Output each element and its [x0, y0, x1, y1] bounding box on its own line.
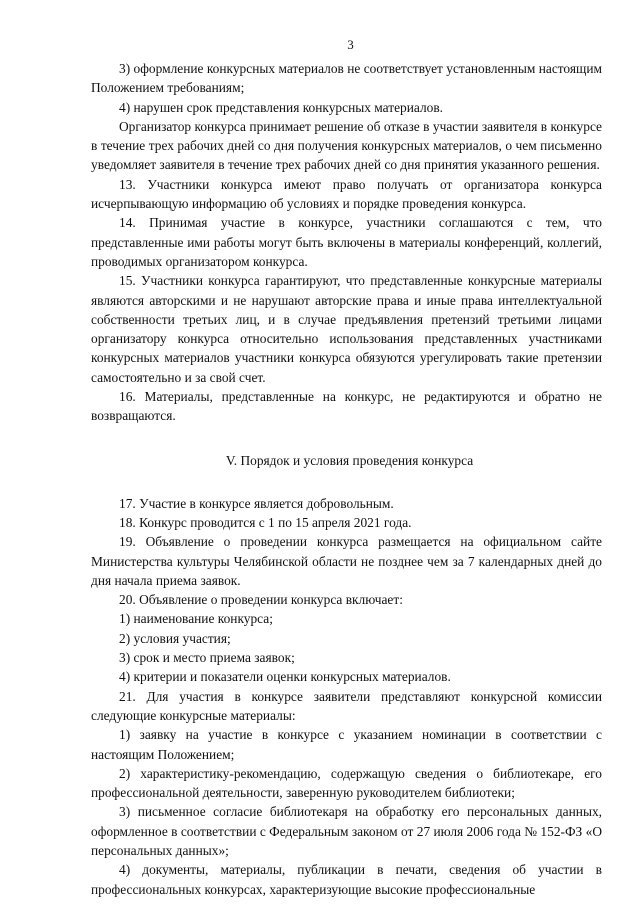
list-item: 1) наименование конкурса;: [119, 611, 273, 627]
list-item: 3) письменное согласие библиотекаря на обработку его персональных данных, оформленное в соответствии с Федеральным законом от 27 июля 2006 года № 152-ФЗ «О персональных данных»;: [91, 804, 602, 858]
paragraph: 15. Участники конкурса гарантируют, что представленные конкурсные материалы являются авторскими и не нарушают авторские права и иные права интеллектуальной собственности третьих лиц, и в случае предъявления претензий третьими лицами организатору конкурса относительно использования представленных участниками конкурсных материалов участники конкурса обязуются урегулировать такие претензии самостоятельно и за свой счет.: [91, 273, 602, 385]
list-item: 4) документы, материалы, публикации в печати, сведения об участии в профессиональных конкурсах, характеризующие высокие профессиональные: [91, 862, 602, 897]
page-number: 3: [347, 37, 354, 52]
list-item: 4) критерии и показатели оценки конкурсных материалов.: [119, 669, 451, 685]
paragraph: 18. Конкурс проводится с 1 по 15 апреля 2021 года.: [119, 514, 412, 530]
paragraph: 21. Для участия в конкурсе заявители представляют конкурсной комиссии следующие конкурсные материалы:: [91, 688, 602, 723]
paragraph: 20. Объявление о проведении конкурса включает:: [119, 592, 403, 608]
paragraph: 3) оформление конкурсных материалов не соответствует установленным настоящим Положением требованиям;: [91, 61, 602, 96]
section-heading: V. Порядок и условия проведения конкурса: [225, 452, 474, 468]
paragraph: 13. Участники конкурса имеют право получать от организатора конкурса исчерпывающую информацию об условиях и порядке проведения конкурса.: [91, 176, 602, 212]
paragraph: 16. Материалы, представленные на конкурс, не редактируются и обратно не возвращаются.: [91, 389, 602, 424]
paragraph: 17. Участие в конкурсе является добровольным.: [119, 495, 394, 511]
list-item: 3) срок и место приема заявок;: [119, 650, 295, 666]
paragraph: Организатор конкурса принимает решение об отказе в участии заявителя в конкурсе в течение трех рабочих дней со дня получения конкурсных материалов, о чем письменно уведомляет заявителя в течение трех рабочих дней со дня принятия указанного решения.: [91, 118, 602, 173]
paragraphs-bottom: [91, 494, 602, 899]
paragraph: 4) нарушен срок представления конкурсных материалов.: [119, 99, 444, 115]
paragraph: 14. Принимая участие в конкурсе, участники соглашаются с тем, что представленные ими работы могут быть включены в материалы конференций, коллегий, проводимых организатором конкурса.: [91, 215, 602, 269]
list-item: 2) характеристику-рекомендацию, содержащую сведения о библиотекаре, его профессиональной деятельности, заверенную руководителем библиотеки;: [91, 765, 602, 801]
list-item: 2) условия участия;: [119, 630, 231, 646]
paragraphs-top: [91, 59, 602, 426]
list-item: 1) заявку на участие в конкурсе с указанием номинации в соответствии с настоящим Положением;: [91, 727, 602, 762]
paragraph: 19. Объявление о проведении конкурса размещается на официальном сайте Министерства культуры Челябинской области не позднее чем за 7 календарных дней до дня начала приема заявок.: [91, 534, 602, 588]
